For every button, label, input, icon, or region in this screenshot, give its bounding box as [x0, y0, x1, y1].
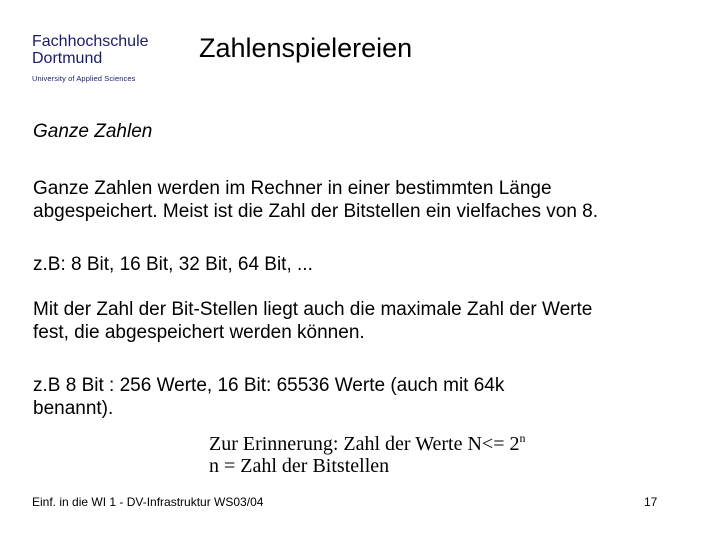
reminder-exponent: n	[519, 431, 526, 445]
institution-name-line1: Fachhochschule	[32, 33, 149, 50]
reminder-text: Zur Erinnerung: Zahl der Werte N<= 2	[209, 433, 520, 455]
slide-title: Zahlenspielereien	[199, 33, 413, 63]
paragraph-line: benannt).	[33, 398, 114, 419]
paragraph-line: Mit der Zahl der Bit-Stellen liegt auch die maximale Zahl der Werte	[33, 299, 593, 320]
paragraph-example-bits: z.B: 8 Bit, 16 Bit, 32 Bit, 64 Bit, ...	[33, 254, 313, 275]
paragraph-line: fest, die abgespeichert werden können.	[33, 322, 365, 343]
paragraph-line: Ganze Zahlen werden im Rechner in einer bestimmten Länge	[33, 178, 552, 199]
paragraph-line: abgespeichert. Meist ist die Zahl der Bitstellen ein vielfaches von 8.	[33, 201, 599, 222]
reminder-definition: n = Zahl der Bitstellen	[209, 455, 390, 477]
page-number: 17	[644, 495, 658, 509]
paragraph-example-values	[33, 374, 504, 420]
institution-name-line2: Dortmund	[32, 50, 103, 67]
institution-subtitle: University of Applied Sciences	[32, 74, 136, 83]
section-heading: Ganze Zahlen	[33, 121, 153, 142]
footer-course-info: Einf. in die WI 1 - DV-Infrastruktur WS03/04	[32, 495, 264, 509]
paragraph-bit-length	[33, 177, 598, 223]
paragraph-line: z.B 8 Bit : 256 Werte, 16 Bit: 65536 Werte (auch mit 64k	[33, 375, 505, 396]
paragraph-max-values	[33, 298, 592, 344]
